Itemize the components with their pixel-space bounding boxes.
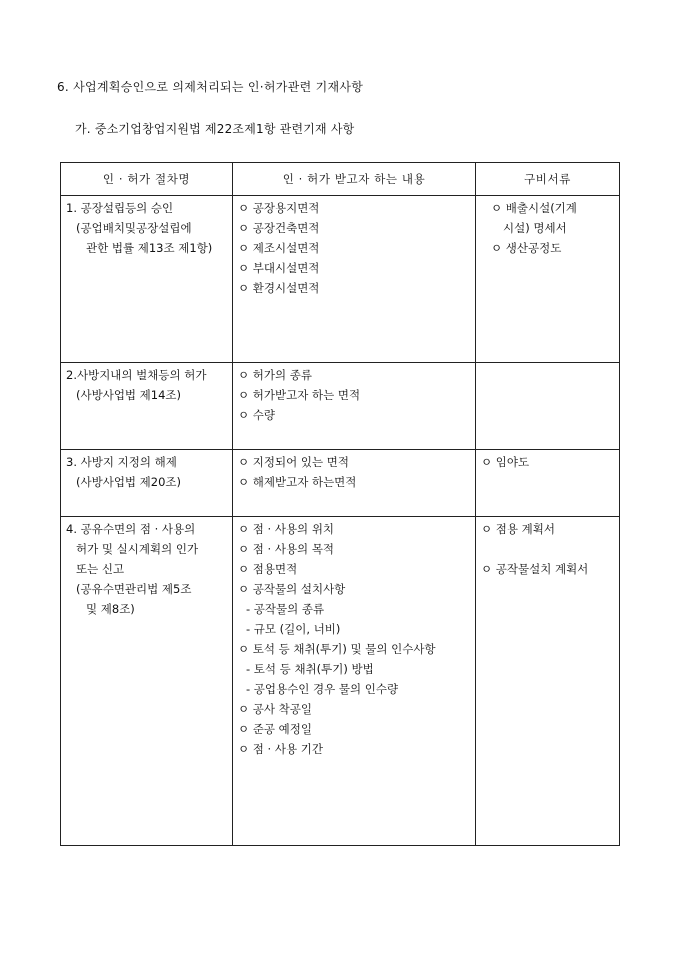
content-item: ㅇ 공장용지면적	[238, 201, 320, 215]
content-item: ㅇ 점 · 사용의 위치	[238, 522, 335, 536]
header-documents: 구비서류	[476, 163, 620, 196]
content-item: ㅇ 점 · 사용의 목적	[238, 542, 335, 556]
content-item: ㅇ 점 · 사용 기간	[238, 742, 323, 756]
document-item: ㅇ 생산공정도	[491, 241, 562, 255]
documents-cell	[476, 517, 620, 846]
procedure-cell	[61, 196, 233, 363]
header-contents: 인 · 허가 받고자 하는 내용	[233, 163, 476, 196]
content-item: ㅇ 준공 예정일	[238, 722, 312, 736]
content-item: ㅇ 허가받고자 하는 면적	[238, 388, 361, 402]
procedure-text: 및 제8조)	[86, 602, 135, 616]
contents-cell	[233, 450, 476, 517]
procedure-text: (사방사업법 제14조)	[76, 388, 182, 402]
contents-cell	[233, 196, 476, 363]
table-header-row	[61, 163, 620, 196]
content-subitem: - 규모 (길이, 너비)	[246, 622, 341, 636]
document-item: ㅇ 공작물설치 계획서	[481, 562, 589, 576]
contents-cell	[233, 517, 476, 846]
table-row	[61, 450, 620, 517]
content-subitem: - 공작물의 종류	[246, 602, 325, 616]
permit-table	[60, 162, 620, 846]
content-item: ㅇ 공장건축면적	[238, 221, 320, 235]
content-item: ㅇ 지정되어 있는 면적	[238, 455, 349, 469]
procedure-text: (공유수면관리법 제5조	[76, 582, 192, 596]
documents-cell	[476, 450, 620, 517]
procedure-text: 2.사방지내의 벌채등의 허가	[66, 368, 207, 382]
procedure-text: 3. 사방지 지정의 해제	[66, 455, 177, 469]
content-item: ㅇ 허가의 종류	[238, 368, 312, 382]
procedure-text: (공업배치및공장설립에	[76, 221, 192, 235]
table-row	[61, 363, 620, 450]
content-item: ㅇ 공사 착공일	[238, 702, 312, 716]
content-item: ㅇ 부대시설면적	[238, 261, 320, 275]
procedure-cell	[61, 363, 233, 450]
procedure-text: 4. 공유수면의 점 · 사용의	[66, 522, 196, 536]
table-row	[61, 196, 620, 363]
content-subitem: - 토석 등 채취(투기) 방법	[246, 662, 374, 676]
content-item: ㅇ 토석 등 채취(투기) 및 물의 인수사항	[238, 642, 436, 656]
documents-cell	[476, 363, 620, 450]
content-item: ㅇ 제조시설면적	[238, 241, 320, 255]
content-item: ㅇ 공작물의 설치사항	[238, 582, 346, 596]
procedure-cell	[61, 517, 233, 846]
content-subitem: - 공업용수인 경우 물의 인수량	[246, 682, 399, 696]
document-item: ㅇ 임야도	[481, 455, 530, 469]
content-item: ㅇ 수량	[238, 408, 275, 422]
procedure-text: 관한 법률 제13조 제1항)	[86, 241, 213, 255]
procedure-cell	[61, 450, 233, 517]
content-item: ㅇ 해제받고자 하는면적	[238, 475, 357, 489]
subsection-heading: 가. 중소기업창업지원법 제22조제1항 관련기재 사항	[75, 122, 355, 136]
content-item: ㅇ 환경시설면적	[238, 281, 320, 295]
procedure-text: 또는 신고	[76, 562, 125, 576]
procedure-text: 1. 공장설립등의 승인	[66, 201, 174, 215]
contents-cell	[233, 363, 476, 450]
documents-cell	[476, 196, 620, 363]
document-item: ㅇ 배출시설(기계	[491, 201, 577, 215]
content-item: ㅇ 점용면적	[238, 562, 298, 576]
section-heading: 6. 사업계획승인으로 의제처리되는 인·허가관련 기재사항	[57, 80, 364, 94]
document-item: ㅇ 점용 계획서	[481, 522, 555, 536]
document-item: 시설) 명세서	[503, 221, 567, 235]
procedure-text: 허가 및 실시계획의 인가	[76, 542, 199, 556]
table-row	[61, 517, 620, 846]
procedure-text: (사방사업법 제20조)	[76, 475, 182, 489]
header-procedure: 인 · 허가 절차명	[61, 163, 233, 196]
